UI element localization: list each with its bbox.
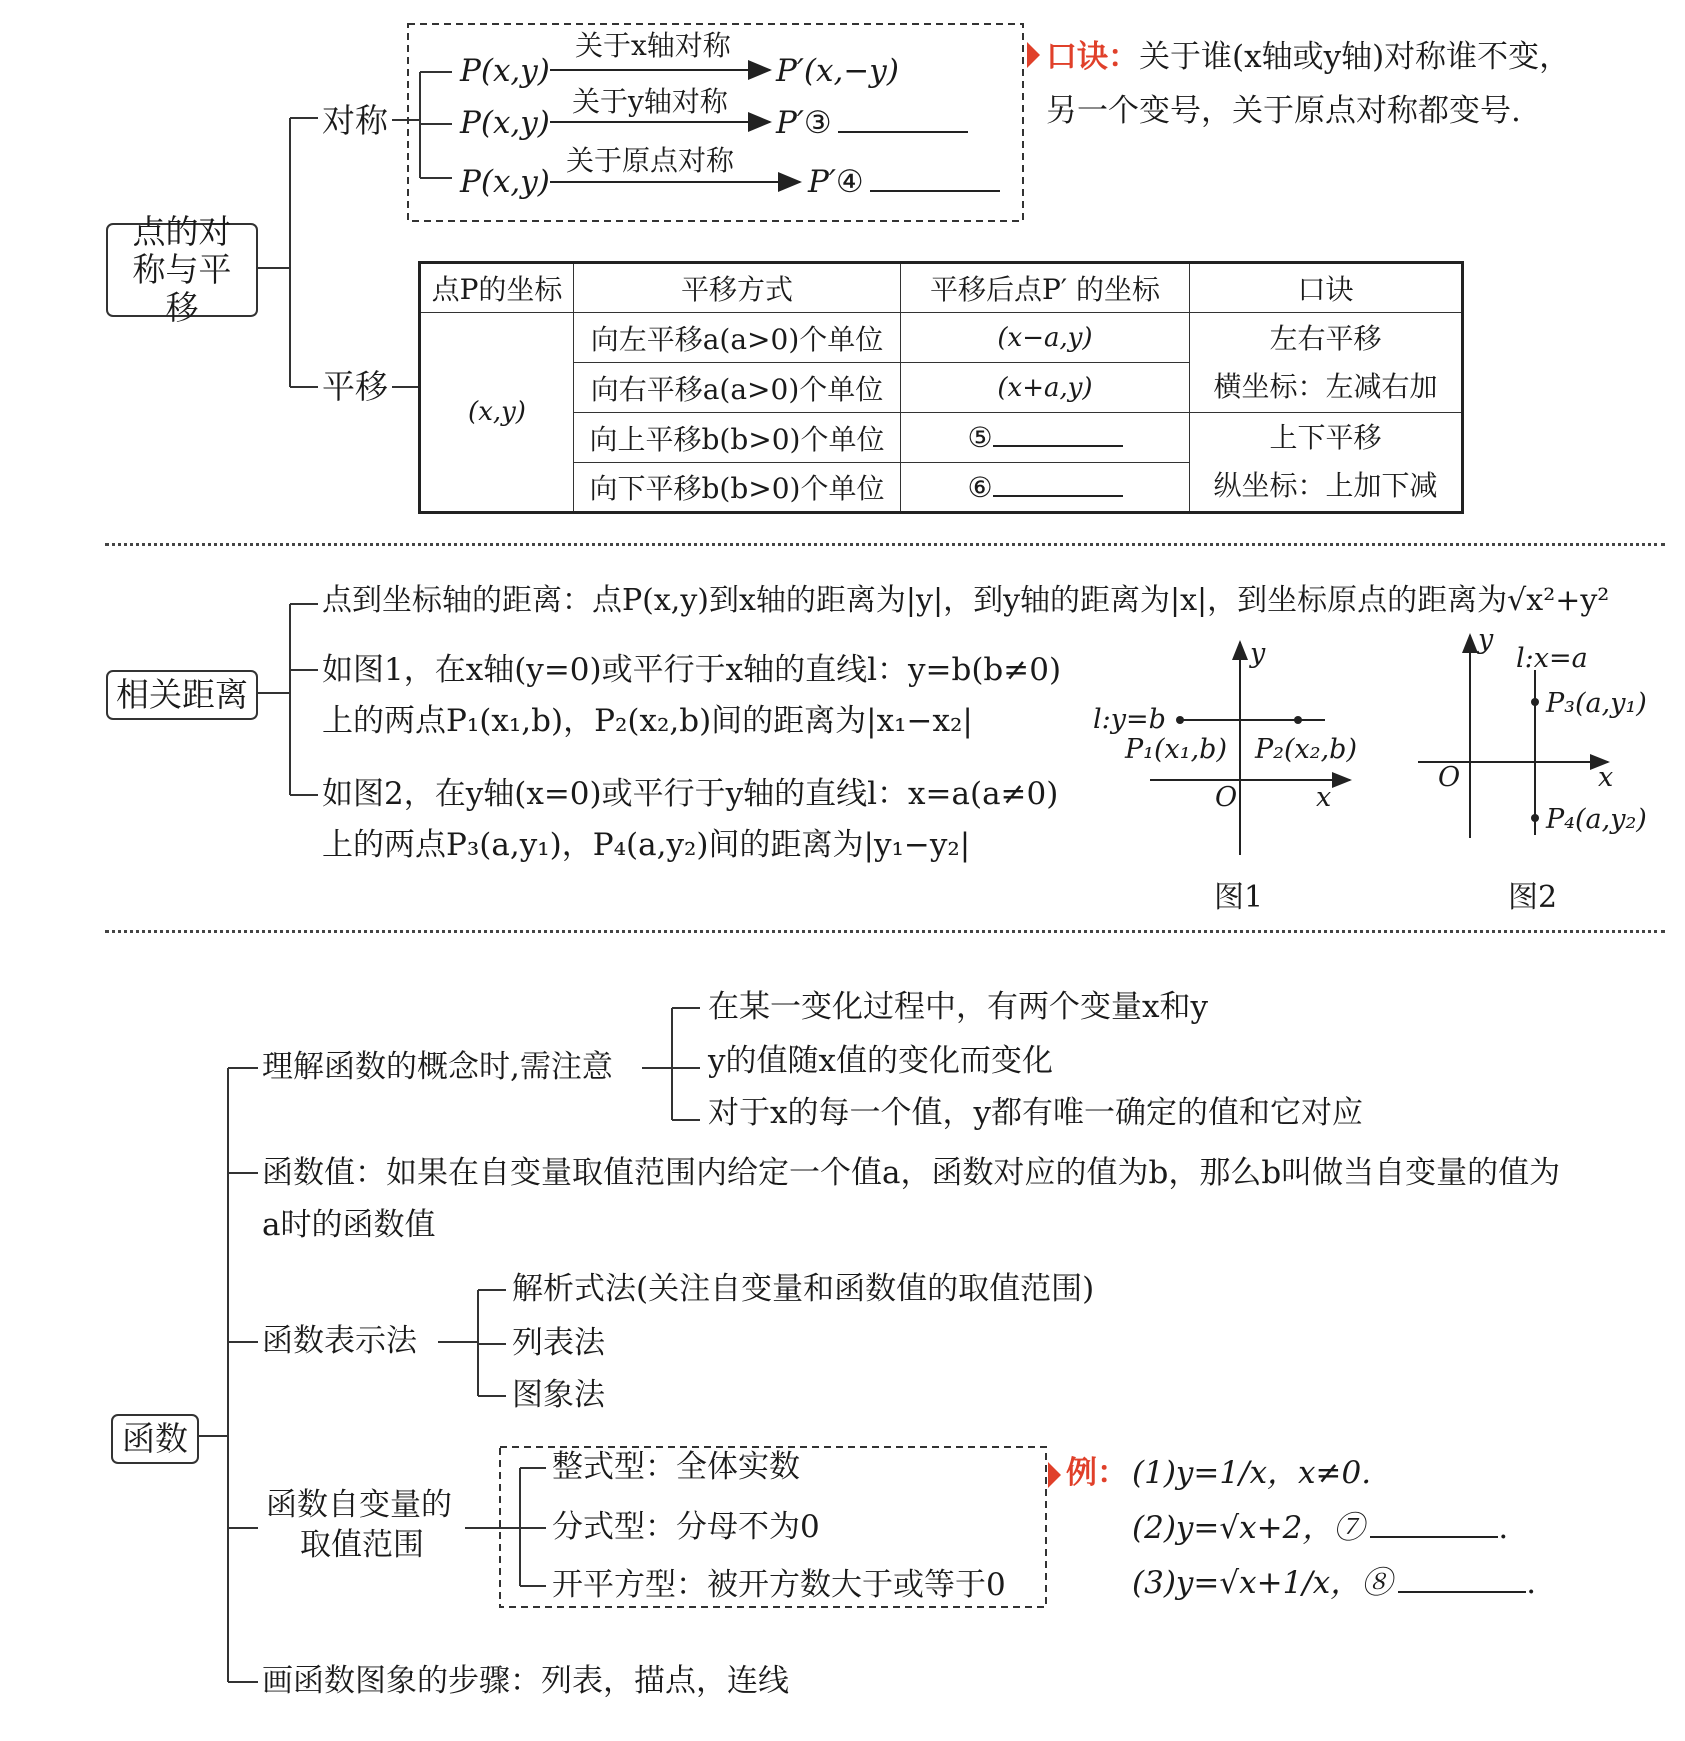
dist-line3a: 如图2，在y轴(x=0)或平行于y轴的直线l：x=a(a≠0) <box>322 776 1059 812</box>
sym-row1-to: P′(x,−y) <box>776 53 899 89</box>
func-g1: 整式型：全体实数 <box>552 1449 800 1485</box>
fig1-line-label: l:y=b <box>1093 704 1166 735</box>
sym-row2-from: P(x,y) <box>460 105 550 141</box>
blank-6-number: ⑥ <box>967 470 993 504</box>
func-repr: 函数表示法 <box>262 1323 417 1359</box>
fig2-origin-label: O <box>1438 762 1461 793</box>
fig2-point-p3 <box>1531 698 1539 706</box>
divider-1 <box>105 543 1665 546</box>
dist-line2b: 上的两点P₁(x₁,b)，P₂(x₂,b)间的距离为|x₁−x₂| <box>322 703 973 739</box>
func-r1: 解析式法(关注自变量和函数值的取值范围) <box>512 1271 1095 1307</box>
fig2-y-label: y <box>1478 624 1494 655</box>
func-g2: 分式型：分母不为0 <box>552 1509 820 1545</box>
fig2-line-label: l:x=a <box>1516 643 1588 674</box>
sym-row3-to <box>808 164 1000 200</box>
blank-6[interactable] <box>993 495 1123 497</box>
fig1-p2-label: P₂(x₂,b) <box>1255 734 1357 765</box>
row4-method: 向下平移b(b>0)个单位 <box>574 463 901 513</box>
fig1-point-p1 <box>1176 716 1184 724</box>
dist-line2a: 如图1，在x轴(y=0)或平行于x轴的直线l：y=b(b≠0) <box>322 652 1062 688</box>
func-concept: 理解函数的概念时,需注意 <box>262 1049 613 1085</box>
fig1-origin-label: O <box>1215 782 1238 813</box>
sym-row3-point: P′ <box>808 164 836 200</box>
fig2-point-p4 <box>1531 814 1539 822</box>
mnemonic-line2: 另一个变号，关于原点对称都变号. <box>1046 93 1521 129</box>
th-result: 平移后点P′ 的坐标 <box>901 263 1190 313</box>
example-tag: 例： <box>1066 1455 1128 1491</box>
row1-result: (x−a,y) <box>901 313 1190 363</box>
mnemonic-text1: 关于谁(x轴或y轴)对称谁不变， <box>1139 39 1571 75</box>
fig2-p3-label: P₃(a,y₁) <box>1546 688 1647 719</box>
row2-method: 向右平移a(a>0)个单位 <box>574 363 901 413</box>
example-3: (3)y=√x+1/x，⑧ . <box>1132 1565 1537 1601</box>
blank-4[interactable] <box>870 190 1000 192</box>
blank-5-number: ⑤ <box>967 421 993 454</box>
blank-3-number: ③ <box>803 105 832 141</box>
sym-row1-arrow-label: 关于x轴对称 <box>575 29 731 62</box>
rule-vertical <box>1190 413 1463 513</box>
func-c3: 对于x的每一个值，y都有唯一确定的值和它对应 <box>708 1095 1363 1131</box>
row3-method: 向上平移b(b>0)个单位 <box>574 413 901 463</box>
distance-root-label: 相关距离 <box>116 675 248 715</box>
example-2-text: (2)y=√x+2，⑦ <box>1132 1510 1365 1546</box>
func-value-a: 函数值：如果在自变量取值范围内给定一个值a，函数对应的值为b，那么b叫做当自变量的值为 <box>262 1155 1561 1191</box>
mnemonic-tag: 口诀： <box>1046 39 1139 75</box>
divider-2 <box>105 930 1665 933</box>
sym-row2-point: P′ <box>776 105 804 141</box>
fig1-x-label: x <box>1316 782 1332 813</box>
row3-result <box>901 413 1190 463</box>
func-range-a: 函数自变量的 <box>266 1487 452 1523</box>
mnemonic-line1 <box>1046 39 1571 75</box>
blank-3[interactable] <box>838 131 968 133</box>
fig1-caption: 图1 <box>1214 880 1264 915</box>
row1-method: 向左平移a(a>0)个单位 <box>574 313 901 363</box>
sym-row3-arrow-label: 关于原点对称 <box>566 144 735 177</box>
distance-root-box <box>106 670 258 720</box>
th-method: 平移方式 <box>574 263 901 313</box>
rule-horizontal <box>1190 313 1463 413</box>
blank-5[interactable] <box>993 445 1123 447</box>
example-1: (1)y=1/x，x≠0. <box>1132 1455 1372 1491</box>
func-c2: y的值随x值的变化而变化 <box>708 1043 1053 1079</box>
func-range-b: 取值范围 <box>300 1527 424 1563</box>
function-root-box <box>111 1414 199 1464</box>
sym-row2-to <box>776 105 968 141</box>
sym-row3-from: P(x,y) <box>460 164 550 200</box>
rule-vertical-text: 纵坐标：上加下减 <box>1213 469 1438 502</box>
fig2-p4-label: P₄(a,y₂) <box>1546 804 1647 835</box>
translation-label: 平移 <box>322 367 388 406</box>
function-root-label: 函数 <box>122 1419 188 1459</box>
func-r3: 图象法 <box>512 1377 605 1413</box>
func-g3: 开平方型：被开方数大于或等于0 <box>552 1567 1006 1603</box>
blank-4-number: ④ <box>835 164 864 200</box>
translation-table <box>418 261 1464 514</box>
row4-result <box>901 463 1190 513</box>
th-rule: 口诀 <box>1190 263 1463 313</box>
rule-horizontal-title: 左右平移 <box>1269 321 1382 355</box>
fig1-p1-label: P₁(x₁,b) <box>1125 734 1227 765</box>
blank-8[interactable] <box>1398 1591 1526 1593</box>
fig2-caption: 图2 <box>1508 880 1558 915</box>
symmetry-root-label: 点的对称与平移 <box>132 212 232 327</box>
example-2: (2)y=√x+2，⑦ . <box>1132 1510 1509 1546</box>
func-r2: 列表法 <box>512 1325 605 1361</box>
sym-row1-from: P(x,y) <box>460 53 550 89</box>
func-draw: 画函数图象的步骤：列表，描点，连线 <box>262 1663 789 1699</box>
fig1-y-label: y <box>1250 638 1266 669</box>
sym-row2-arrow-label: 关于y轴对称 <box>572 85 728 118</box>
symmetry-label: 对称 <box>322 101 388 140</box>
symmetry-root-box <box>106 212 258 327</box>
example-3-text: (3)y=√x+1/x，⑧ <box>1132 1565 1393 1601</box>
rule-vertical-title: 上下平移 <box>1269 421 1382 455</box>
blank-7[interactable] <box>1370 1536 1498 1538</box>
fig1-point-p2 <box>1294 716 1302 724</box>
fig2-x-label: x <box>1598 762 1614 793</box>
dist-line1: 点到坐标轴的距离：点P(x,y)到x轴的距离为|y|，到y轴的距离为|x|，到坐标原点的距离为√x²+y² <box>322 583 1610 618</box>
cell-point: (x,y) <box>420 313 574 513</box>
func-c1: 在某一变化过程中，有两个变量x和y <box>708 989 1208 1025</box>
dist-line3b: 上的两点P₃(a,y₁)，P₄(a,y₂)间的距离为|y₁−y₂| <box>322 827 971 863</box>
rule-horizontal-text: 横坐标：左减右加 <box>1213 369 1438 403</box>
th-point: 点P的坐标 <box>420 263 574 313</box>
row2-result: (x+a,y) <box>901 363 1190 413</box>
func-value-b: a时的函数值 <box>262 1207 436 1243</box>
